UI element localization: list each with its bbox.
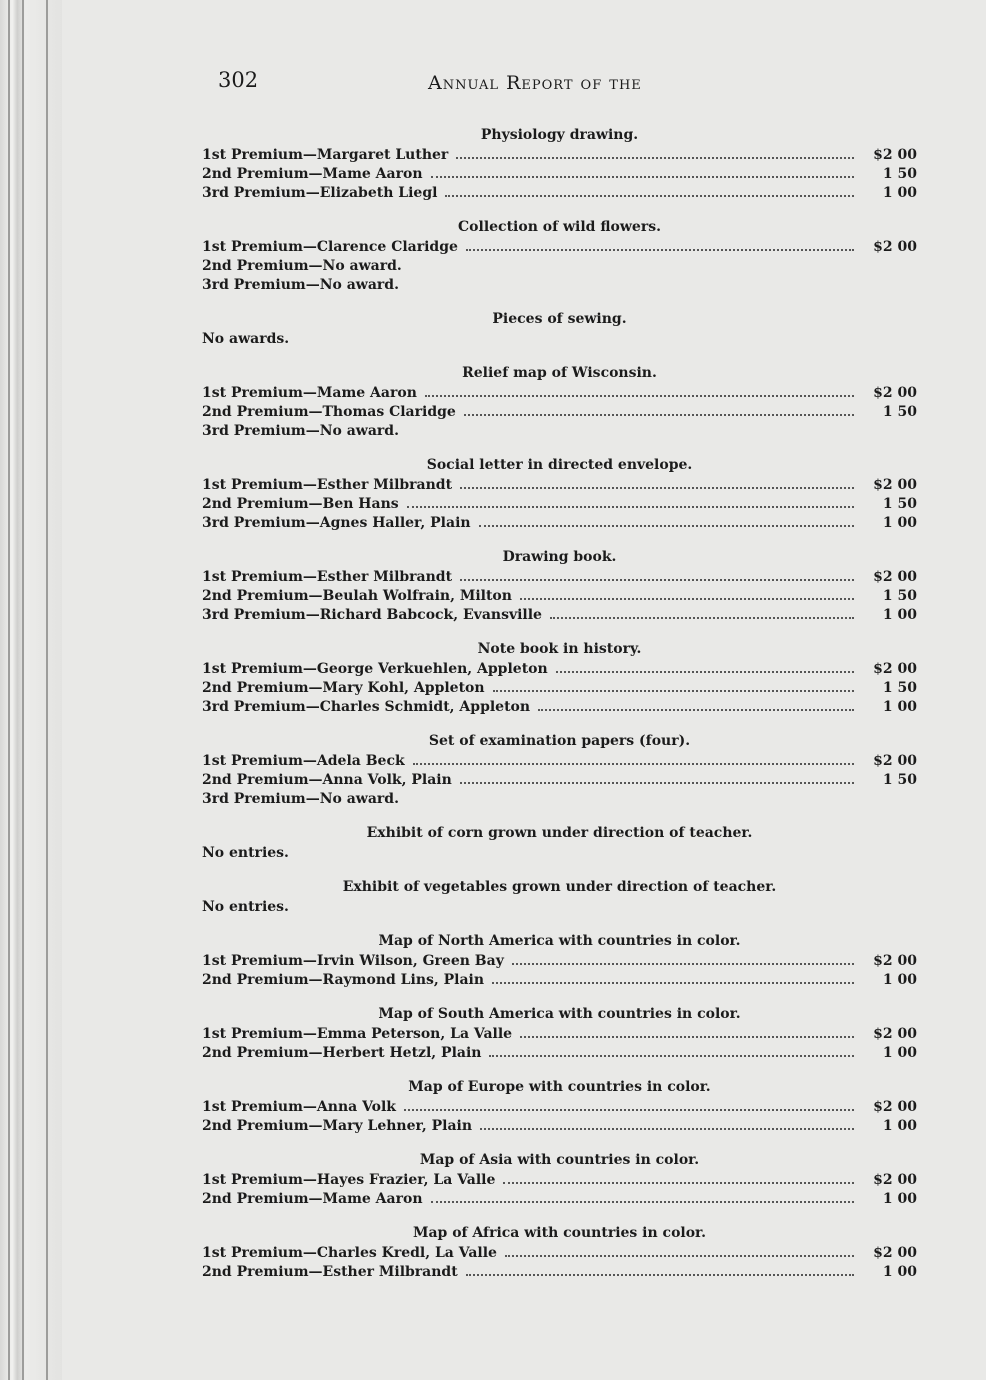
entry-text: 2nd Premium—Anna Volk, Plain bbox=[202, 772, 452, 788]
entry-text: 1st Premium—Clarence Claridge bbox=[202, 239, 458, 255]
entry-text: No entries. bbox=[202, 845, 289, 861]
running-title: Annual Report of the bbox=[428, 72, 642, 94]
dot-leader bbox=[479, 525, 854, 527]
dot-leader bbox=[550, 617, 854, 619]
premium-amount: 1 50 bbox=[882, 772, 917, 788]
entry-text: 1st Premium—Mame Aaron bbox=[202, 385, 417, 401]
premium-amount: 1 50 bbox=[882, 166, 917, 182]
section-title: Map of South America with countries in color. bbox=[378, 1006, 741, 1022]
award-section bbox=[202, 878, 917, 917]
premium-amount: 1 00 bbox=[882, 1191, 917, 1207]
award-section bbox=[202, 456, 917, 533]
dot-leader bbox=[425, 395, 854, 397]
section-title: Collection of wild flowers. bbox=[458, 219, 661, 235]
award-entry bbox=[202, 165, 917, 184]
entry-text: 2nd Premium—Mame Aaron bbox=[202, 1191, 423, 1207]
premium-amount: $2 00 bbox=[873, 1026, 917, 1042]
premium-amount: $2 00 bbox=[873, 753, 917, 769]
award-entry bbox=[202, 587, 917, 606]
dot-leader bbox=[460, 579, 854, 581]
award-section bbox=[202, 824, 917, 863]
dot-leader bbox=[464, 414, 854, 416]
dot-leader bbox=[460, 782, 854, 784]
dot-leader bbox=[493, 690, 854, 692]
section-title: Physiology drawing. bbox=[480, 127, 639, 143]
award-section bbox=[202, 364, 917, 441]
premium-amount: 1 00 bbox=[882, 185, 917, 201]
premium-amount: 1 00 bbox=[882, 607, 917, 623]
premium-amount: $2 00 bbox=[873, 1172, 917, 1188]
award-entry bbox=[202, 1263, 917, 1282]
page-number: 302 bbox=[218, 68, 259, 92]
award-entry bbox=[202, 403, 917, 422]
award-entry bbox=[202, 1171, 917, 1190]
award-entry bbox=[202, 1025, 917, 1044]
award-entry bbox=[202, 790, 917, 809]
dot-leader bbox=[520, 1036, 854, 1038]
dot-leader bbox=[407, 506, 854, 508]
entry-text: 2nd Premium—Herbert Hetzl, Plain bbox=[202, 1045, 482, 1061]
entry-text: 1st Premium—Adela Beck bbox=[202, 753, 405, 769]
dot-leader bbox=[520, 598, 854, 600]
award-entry bbox=[202, 844, 917, 863]
award-section bbox=[202, 1151, 917, 1209]
award-entry bbox=[202, 330, 917, 349]
section-title: Set of examination papers (four). bbox=[428, 733, 691, 749]
award-entry bbox=[202, 606, 917, 625]
premium-amount: 1 00 bbox=[882, 1264, 917, 1280]
award-entry bbox=[202, 238, 917, 257]
award-section bbox=[202, 218, 917, 295]
award-entry bbox=[202, 146, 917, 165]
award-section bbox=[202, 1078, 917, 1136]
entry-text: 2nd Premium—Mary Lehner, Plain bbox=[202, 1118, 473, 1134]
section-title: Exhibit of corn grown under direction of teacher. bbox=[366, 825, 753, 841]
entry-text: 3rd Premium—Charles Schmidt, Appleton bbox=[202, 699, 531, 715]
dot-leader bbox=[503, 1182, 854, 1184]
entry-text: 2nd Premium—Esther Milbrandt bbox=[202, 1264, 458, 1280]
dot-leader bbox=[460, 487, 854, 489]
premium-amount: 1 00 bbox=[882, 1118, 917, 1134]
section-title: Exhibit of vegetables grown under direction of teacher. bbox=[342, 879, 777, 895]
award-entry bbox=[202, 971, 917, 990]
entry-text: 2nd Premium—Mary Kohl, Appleton bbox=[202, 680, 485, 696]
entry-text: 3rd Premium—Agnes Haller, Plain bbox=[202, 515, 471, 531]
premium-amount: $2 00 bbox=[873, 477, 917, 493]
entry-text: No entries. bbox=[202, 899, 289, 915]
section-title: Social letter in directed envelope. bbox=[426, 457, 693, 473]
award-section bbox=[202, 548, 917, 625]
award-entry bbox=[202, 495, 917, 514]
page-header bbox=[218, 68, 918, 100]
dot-leader bbox=[538, 709, 854, 711]
dot-leader bbox=[556, 671, 854, 673]
dot-leader bbox=[466, 1274, 854, 1276]
section-title: Note book in history. bbox=[477, 641, 642, 657]
award-entry bbox=[202, 1117, 917, 1136]
premium-amount: 1 00 bbox=[882, 699, 917, 715]
entry-text: 1st Premium—Anna Volk bbox=[202, 1099, 396, 1115]
entry-text: 3rd Premium—Richard Babcock, Evansville bbox=[202, 607, 542, 623]
entry-text: 1st Premium—George Verkuehlen, Appleton bbox=[202, 661, 548, 677]
premium-amount: $2 00 bbox=[873, 661, 917, 677]
award-entry bbox=[202, 771, 917, 790]
entry-text: 1st Premium—Esther Milbrandt bbox=[202, 569, 453, 585]
award-entry bbox=[202, 184, 917, 203]
award-entry bbox=[202, 276, 917, 295]
award-entry bbox=[202, 568, 917, 587]
dot-leader bbox=[505, 1255, 854, 1257]
premium-amount: 1 00 bbox=[882, 972, 917, 988]
entry-text: 1st Premium—Emma Peterson, La Valle bbox=[202, 1026, 513, 1042]
award-section bbox=[202, 732, 917, 809]
section-title: Relief map of Wisconsin. bbox=[462, 365, 657, 381]
award-section bbox=[202, 640, 917, 717]
entry-text: 2nd Premium—Raymond Lins, Plain bbox=[202, 972, 485, 988]
award-entry bbox=[202, 476, 917, 495]
premium-amount: $2 00 bbox=[873, 569, 917, 585]
dot-leader bbox=[456, 157, 854, 159]
entry-text: No awards. bbox=[202, 331, 290, 347]
dot-leader bbox=[404, 1109, 854, 1111]
section-title: Map of North America with countries in color. bbox=[378, 933, 741, 949]
award-section bbox=[202, 310, 917, 349]
dot-leader bbox=[492, 982, 854, 984]
section-title: Pieces of sewing. bbox=[492, 311, 627, 327]
entry-text: 2nd Premium—No award. bbox=[202, 258, 402, 274]
award-entry bbox=[202, 698, 917, 717]
premium-amount: $2 00 bbox=[873, 385, 917, 401]
entry-text: 3rd Premium—No award. bbox=[202, 277, 399, 293]
entry-text: 2nd Premium—Ben Hans bbox=[202, 496, 399, 512]
document-page bbox=[62, 0, 986, 1380]
premium-amount: $2 00 bbox=[873, 1099, 917, 1115]
premium-amount: 1 00 bbox=[882, 1045, 917, 1061]
book-binding-edge bbox=[0, 0, 62, 1380]
entry-text: 3rd Premium—No award. bbox=[202, 423, 399, 439]
dot-leader bbox=[512, 963, 854, 965]
premium-amount: 1 50 bbox=[882, 680, 917, 696]
award-section bbox=[202, 1224, 917, 1282]
entry-text: 2nd Premium—Beulah Wolfrain, Milton bbox=[202, 588, 512, 604]
award-section bbox=[202, 932, 917, 990]
dot-leader bbox=[445, 195, 854, 197]
premium-list bbox=[202, 126, 917, 1297]
premium-amount: 1 50 bbox=[882, 588, 917, 604]
award-entry bbox=[202, 1190, 917, 1209]
dot-leader bbox=[480, 1128, 854, 1130]
award-entry bbox=[202, 1244, 917, 1263]
premium-amount: $2 00 bbox=[873, 953, 917, 969]
section-title: Map of Africa with countries in color. bbox=[412, 1225, 707, 1241]
section-title: Map of Europe with countries in color. bbox=[408, 1079, 711, 1095]
premium-amount: $2 00 bbox=[873, 239, 917, 255]
premium-amount: 1 50 bbox=[882, 496, 917, 512]
award-section bbox=[202, 1005, 917, 1063]
entry-text: 1st Premium—Irvin Wilson, Green Bay bbox=[202, 953, 504, 969]
premium-amount: $2 00 bbox=[873, 147, 917, 163]
award-entry bbox=[202, 752, 917, 771]
dot-leader bbox=[431, 176, 854, 178]
entry-text: 2nd Premium—Mame Aaron bbox=[202, 166, 423, 182]
premium-amount: $2 00 bbox=[873, 1245, 917, 1261]
award-entry bbox=[202, 679, 917, 698]
dot-leader bbox=[431, 1201, 854, 1203]
award-entry bbox=[202, 660, 917, 679]
entry-text: 1st Premium—Margaret Luther bbox=[202, 147, 449, 163]
entry-text: 1st Premium—Hayes Frazier, La Valle bbox=[202, 1172, 496, 1188]
section-title: Map of Asia with countries in color. bbox=[419, 1152, 700, 1168]
entry-text: 1st Premium—Charles Kredl, La Valle bbox=[202, 1245, 497, 1261]
award-entry bbox=[202, 422, 917, 441]
award-entry bbox=[202, 1098, 917, 1117]
premium-amount: 1 00 bbox=[882, 515, 917, 531]
award-entry bbox=[202, 898, 917, 917]
award-section bbox=[202, 126, 917, 203]
premium-amount: 1 50 bbox=[882, 404, 917, 420]
dot-leader bbox=[489, 1055, 854, 1057]
dot-leader bbox=[413, 763, 854, 765]
entry-text: 2nd Premium—Thomas Claridge bbox=[202, 404, 456, 420]
award-entry bbox=[202, 257, 917, 276]
entry-text: 3rd Premium—No award. bbox=[202, 791, 399, 807]
section-title: Drawing book. bbox=[502, 549, 617, 565]
dot-leader bbox=[466, 249, 854, 251]
entry-text: 1st Premium—Esther Milbrandt bbox=[202, 477, 453, 493]
award-entry bbox=[202, 952, 917, 971]
award-entry bbox=[202, 384, 917, 403]
entry-text: 3rd Premium—Elizabeth Liegl bbox=[202, 185, 438, 201]
award-entry bbox=[202, 514, 917, 533]
award-entry bbox=[202, 1044, 917, 1063]
